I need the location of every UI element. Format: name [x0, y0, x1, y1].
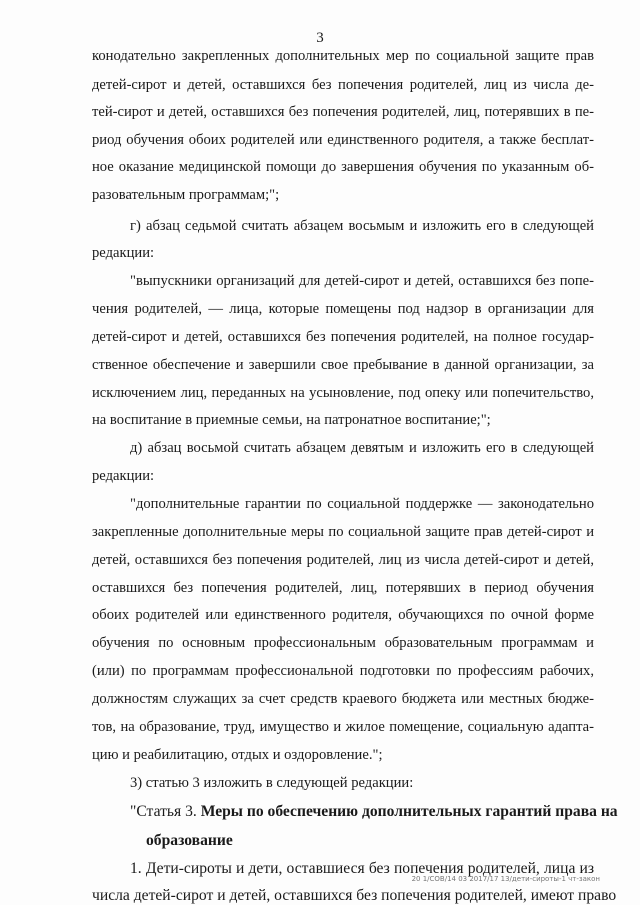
text-line: "выпускники организаций для детей-сирот и детей, оставшихся без попе-: [130, 273, 594, 289]
text-line: исключением лиц, переданных на усыновление, под опеку или попечительство,: [92, 385, 594, 401]
text-line: г) абзац седьмой считать абзацем восьмым и изложить его в следующей: [130, 218, 594, 234]
text-line: цию и реабилитацию, отдых и оздоровление.";: [92, 747, 383, 763]
text-line: детей-сирот и детей, оставшихся без попечения родителей, на полное государ-: [92, 329, 594, 345]
article-heading: [130, 803, 618, 821]
article-title: Меры по обеспечению дополнительных гарантий права на: [200, 803, 618, 820]
text-line: детей, оставшихся без попечения родителей, лиц из числа детей-сирот и детей,: [92, 552, 594, 568]
text-line: конодательно закрепленных дополнительных мер по социальной защите прав: [92, 48, 594, 64]
text-line: чения родителей, — лица, которые помещены под надзор в организации для: [92, 301, 594, 317]
text-line: тов, на образование, труд, имущество и жилое помещение, социальную адапта-: [92, 719, 594, 735]
text-line: должностям служащих за счет средств краевого бюджета или местных бюдже-: [92, 691, 594, 707]
article-prefix: "Статья 3.: [130, 803, 201, 820]
text-line: 3) статью 3 изложить в следующей редакции:: [130, 775, 414, 791]
text-line: ственное обеспечение и завершили свое пребывание в данной организации, за: [92, 357, 594, 373]
text-line: разовательным программам;";: [92, 187, 280, 203]
text-line: редакции:: [92, 245, 155, 261]
text-line: "дополнительные гарантии по социальной поддержке — законодательно: [130, 496, 594, 512]
text-line: числа детей-сирот и детей, оставшихся без попечения родителей, имеют право: [92, 887, 617, 904]
text-line: д) абзац восьмой считать абзацем девятым и изложить его в следующей: [130, 440, 594, 456]
text-line: закрепленные дополнительные меры по социальной защите прав детей-сирот и: [92, 524, 594, 540]
text-line: ное оказание медицинской помощи до завершения обучения по указанным об-: [92, 159, 594, 175]
text-line: редакции:: [92, 468, 155, 484]
article-title-continued: образование: [146, 832, 233, 849]
text-line: оставшихся без попечения родителей, лиц, потерявших в период обучения: [92, 580, 594, 596]
page-number: 3: [316, 30, 324, 46]
text-line: на воспитание в приемные семьи, на патронатное воспитание;";: [92, 412, 491, 428]
text-line: обоих родителей или единственного родителя, обучающихся по очной форме: [92, 607, 594, 623]
text-line: обучения по основным профессиональным образовательным программам и: [92, 635, 594, 651]
document-footer-code: 20 1/СОВ/14 03 2017/17 13/дети-сироты-1 чт-закон: [411, 875, 600, 883]
text-line: детей-сирот и детей, оставшихся без попечения родителей, лиц из числа де-: [92, 77, 594, 93]
text-line: тей-сирот и детей, оставшихся без попечения родителей, лиц, потерявших в пе-: [92, 104, 594, 120]
text-line: (или) по программам профессиональной подготовки по профессиям рабочих,: [92, 663, 594, 679]
text-line: 1. Дети-сироты и дети, оставшиеся без попечения родителей, лица из: [130, 860, 594, 877]
text-line: риод обучения обоих родителей или единственного родителя, а также бесплат-: [92, 132, 594, 148]
